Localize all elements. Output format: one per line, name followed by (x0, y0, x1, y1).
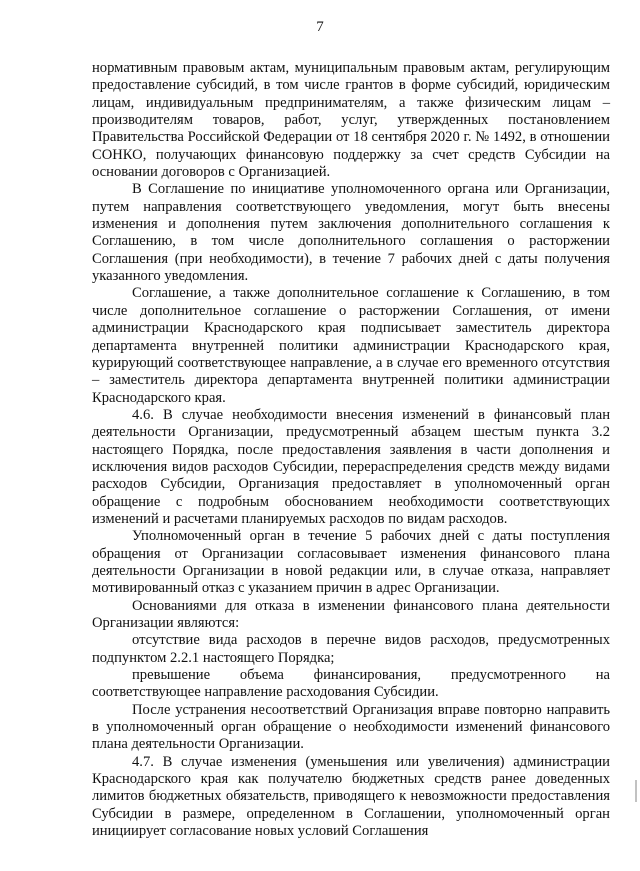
paragraph: 4.7. В случае изменения (уменьшения или увеличения) администрации Краснодарского края как получателю бюджетных средств ранее доведенных лимитов бюджетных обязательств, приводящего к невозможности предоставления Субсидии в размере, определенном в Соглашении, уполномоченный орган инициирует согласование новых условий Соглашения (92, 753, 610, 840)
paragraph: Соглашение, а также дополнительное соглашение к Соглашению, в том числе дополнительное соглашение о расторжении Соглашения, от имени администрации Краснодарского края подписывает заместитель директора департамента внутренней политики администрации Краснодарского края, курирующий соответствующее направление, а в случае его временного отсутствия – заместитель директора департамента внутренней политики администрации Краснодарского края. (92, 285, 610, 406)
paragraph: После устранения несоответствий Организация вправе повторно направить в уполномоченный орган обращение о необходимости изменений финансового плана деятельности Организации. (92, 701, 610, 753)
scan-edge-mark (635, 780, 637, 802)
paragraph: Основаниями для отказа в изменении финансового плана деятельности Организации являются: (92, 597, 610, 631)
paragraph: 4.6. В случае необходимости внесения изменений в финансовый план деятельности Организации, предусмотренный абзацем шестым пункта 3.2 настоящего Порядка, после предоставления заявления в части дополнения и исключения видов расходов Субсидии, перераспределения средств между видами расходов Субсидии, Организация предоставляет в уполномоченный орган обращение с подробным обоснованием необходимости соответствующих изменений и расчетами планируемых расходов по видам расходов. (92, 406, 610, 527)
paragraph: Уполномоченный орган в течение 5 рабочих дней с даты поступления обращения от Организации согласовывает изменения финансового плана деятельности Организации в новой редакции или, в случае отказа, направляет мотивированный отказ с указанием причин в адрес Организации. (92, 528, 610, 597)
paragraph: превышение объема финансирования, предусмотренного на соответствующее направление расходования Субсидии. (92, 667, 610, 701)
page-number: 7 (316, 19, 324, 35)
paragraph: В Соглашение по инициативе уполномоченного органа или Организации, путем направления соответствующего уведомления, могут быть внесены изменения и дополнения путем заключения дополнительного соглашения к Соглашению, в том числе дополнительного соглашения о расторжении Соглашения (при необходимости), в течение 7 рабочих дней с даты получения указанного уведомления. (92, 181, 610, 285)
paragraph: отсутствие вида расходов в перечне видов расходов, предусмотренных подпунктом 2.2.1 настоящего Порядка; (92, 632, 610, 666)
paragraph: нормативным правовым актам, муниципальным правовым актам, регулирующим предоставление субсидий, в том числе грантов в форме субсидий, юридическим лицам, индивидуальным предпринимателям, а также физическим лицам – производителям товаров, работ, услуг, утвержденных постановлением Правительства Российской Федерации от 18 сентября 2020 г. № 1492, в отношении СОНКО, получающих финансовую поддержку за счет средств Субсидии на основании договоров с Организацией. (92, 60, 610, 181)
document-body (92, 60, 610, 840)
